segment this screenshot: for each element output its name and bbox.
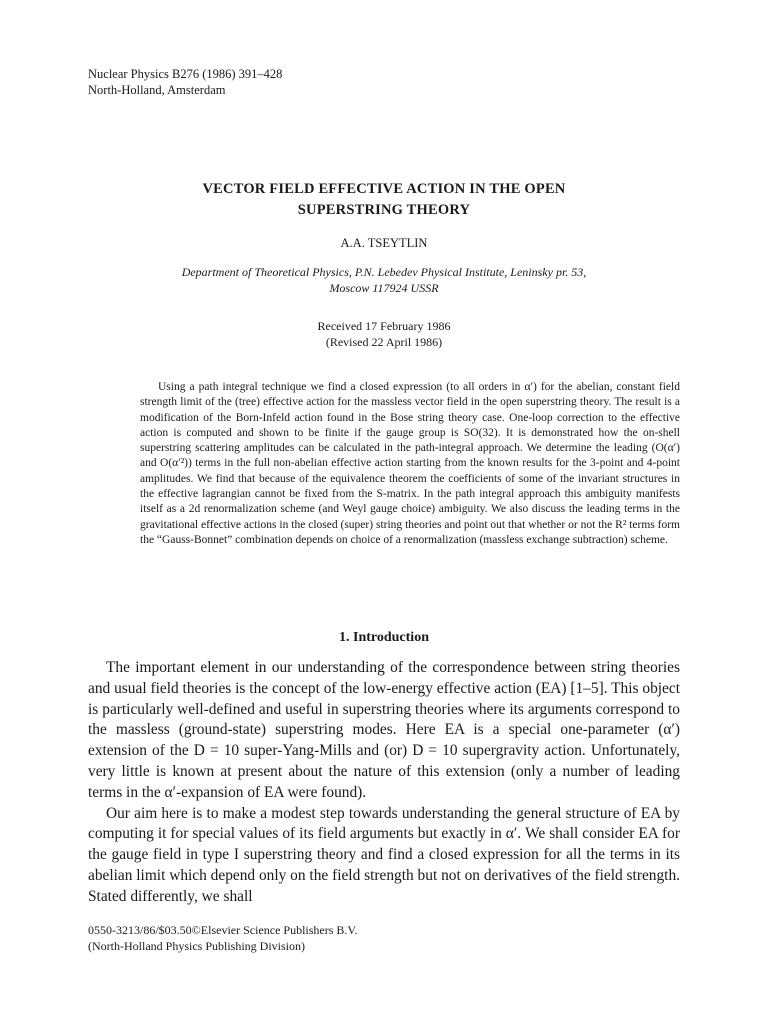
affiliation-line-2: Moscow 117924 USSR — [329, 281, 439, 295]
author-affiliation — [0, 264, 768, 296]
copyright-line: 0550-3213/86/$03.50©Elsevier Science Publishers B.V. — [88, 923, 358, 937]
publishing-division: (North-Holland Physics Publishing Division) — [88, 939, 306, 953]
copyright-footer — [88, 922, 358, 954]
abstract: Using a path integral technique we find a closed expression (to all orders in α′) for the abelian, constant field strength limit of the (tree) effective action for the massless vector field in the open superstring theory. The result is a modification of the Born-Infeld action found in the Bose string theory case. One-loop correction to the effective action is computed and shown to be finite if the gauge group is SO(32). It is demonstrated how the on-shell superstring scattering amplitudes can be calculated in the path-integral approach. We determine the leading (O(α′) and O(α′²)) terms in the full non-abelian effective action starting from the known results for the 3-point and 4-point amplitudes. We find that because of the equivalence theorem the coefficients of some of the invariant structures in the effective lagrangian cannot be fixed from the S-matrix. In the path integral approach this ambiguity manifests itself as a 2d renormalization scheme (and Weyl gauge choice) ambiguity. We also discuss the leading terms in the gravitational effective actions in the closed (super) string theories and point out that whether or not the R² terms form the “Gauss-Bonnet” combination depends on choice of a renormalization (massless exchange subtraction) scheme. — [140, 381, 680, 546]
journal-header — [88, 66, 282, 98]
received-date: Received 17 February 1986 — [317, 319, 451, 333]
publisher-location: North-Holland, Amsterdam — [88, 83, 226, 97]
paragraph: The important element in our understanding of the correspondence between string theories and usual field theories is the concept of the low-energy effective action (EA) [1–5]. This object is particularly well-defined and useful in superstring theories where its arguments correspond to the massless (ground-state) superstring modes. Here EA is a special one-parameter (α′) extension of the D = 10 super-Yang-Mills and (or) D = 10 supergravity action. Unfortunately, very little is known at present about the nature of this extension (only a number of leading terms in the α′-expansion of EA were found). — [88, 659, 680, 801]
affiliation-line-1: Department of Theoretical Physics, P.N. Lebedev Physical Institute, Leninsky pr. 53, — [181, 265, 587, 279]
paper-title-line-2: SUPERSTRING THEORY — [297, 202, 471, 218]
paper-title — [0, 179, 768, 221]
paper-title-line-1: VECTOR FIELD EFFECTIVE ACTION IN THE OPEN — [202, 181, 566, 197]
submission-dates — [0, 318, 768, 350]
revised-date: (Revised 22 April 1986) — [325, 335, 443, 349]
paragraph: Our aim here is to make a modest step towards understanding the general structure of EA by computing it for special values of its field arguments but exactly in α′. We shall consider EA for the gauge field in type I superstring theory and find a closed expression for all the terms in its abelian limit which depend only on the field strength but not on derivatives of the field strength. Stated differently, we shall — [88, 804, 680, 905]
author-name: A.A. TSEYTLIN — [340, 236, 428, 250]
journal-citation: Nuclear Physics B276 (1986) 391–428 — [88, 67, 283, 81]
introduction-body — [88, 658, 680, 908]
section-heading: 1. Introduction — [339, 630, 429, 645]
